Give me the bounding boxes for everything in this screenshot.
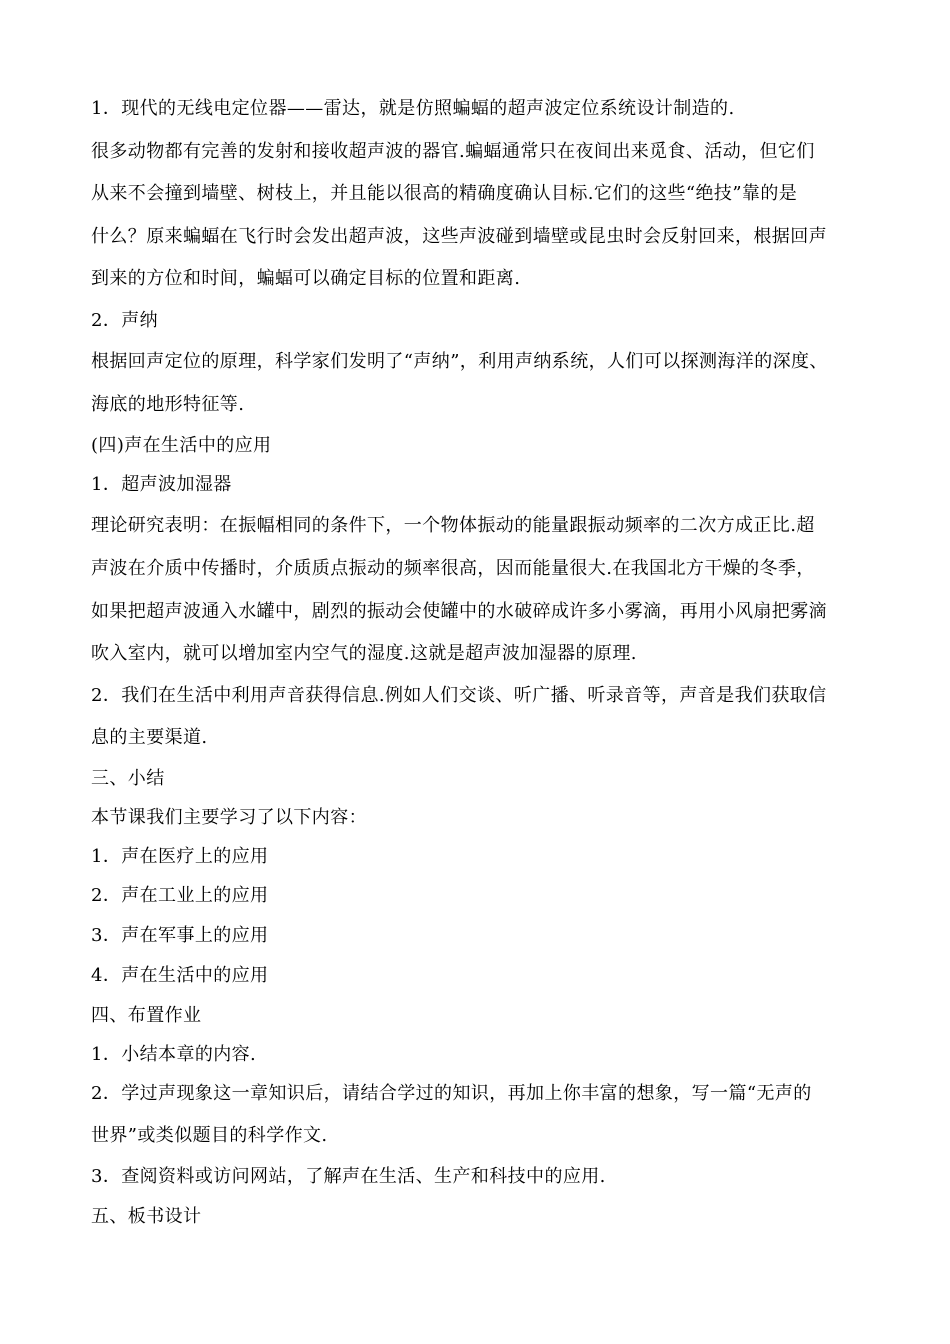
homework-item-2-continued: 世界”或类似题目的科学作文. [91, 1125, 328, 1146]
heading-homework: 四、布置作业 [91, 1005, 202, 1026]
summary-item-military: 3．声在军事上的应用 [91, 925, 269, 946]
summary-item-medical: 1．声在医疗上的应用 [91, 846, 269, 867]
homework-item-1: 1．小结本章的内容. [91, 1044, 257, 1065]
text-line-sonar-principle: 根据回声定位的原理，科学家们发明了“声纳”，利用声纳系统，人们可以探测海洋的深度、 [91, 351, 828, 372]
heading-blackboard-design: 五、板书设计 [91, 1206, 202, 1227]
heading-sonar: 2．声纳 [91, 310, 159, 331]
homework-item-2: 2．学过声现象这一章知识后，请结合学过的知识，再加上你丰富的想象，写一篇“无声的 [91, 1083, 812, 1104]
summary-item-daily-life: 4．声在生活中的应用 [91, 965, 269, 986]
text-line-bats-echo: 什么？原来蝙蝠在飞行时会发出超声波，这些声波碰到墙壁或昆虫时会反射回来，根据回声 [91, 226, 827, 247]
summary-item-industry: 2．声在工业上的应用 [91, 885, 269, 906]
text-line-bats-distance: 到来的方位和时间，蝙蝠可以确定目标的位置和距离. [91, 268, 521, 289]
text-line-main-channel: 息的主要渠道. [91, 727, 208, 748]
text-line-animals-ultrasound: 很多动物都有完善的发射和接收超声波的器官.蝙蝠通常只在夜间出来觅食、活动，但它们 [91, 141, 815, 162]
text-line-information: 2．我们在生活中利用声音获得信息.例如人们交谈、听广播、听录音等，声音是我们获取信 [91, 685, 827, 706]
heading-daily-life-applications: (四)声在生活中的应用 [91, 435, 272, 456]
text-line-humidity: 吹入室内，就可以增加室内空气的湿度.这就是超声波加湿器的原理. [91, 643, 637, 664]
homework-item-3: 3．查阅资料或访问网站，了解声在生活、生产和科技中的应用. [91, 1166, 606, 1187]
text-line-energy-frequency: 理论研究表明：在振幅相同的条件下，一个物体振动的能量跟振动频率的二次方成正比.超 [91, 515, 815, 536]
text-line-summary-intro: 本节课我们主要学习了以下内容： [91, 807, 367, 828]
text-line-medium-vibration: 声波在介质中传播时，介质质点振动的频率很高，因而能量很大.在我国北方干燥的冬季， [91, 558, 815, 579]
text-line-water-droplets: 如果把超声波通入水罐中，剧烈的振动会使罐中的水破碎成许多小雾滴，再用小风扇把雾滴 [91, 601, 827, 622]
heading-humidifier: 1．超声波加湿器 [91, 474, 232, 495]
text-line-seabed: 海底的地形特征等. [91, 394, 245, 415]
heading-summary: 三、小结 [91, 768, 165, 789]
text-line-bats-targets: 从来不会撞到墙壁、树枝上，并且能以很高的精确度确认目标.它们的这些“绝技”靠的是 [91, 183, 798, 204]
text-line-radar: 1．现代的无线电定位器——雷达，就是仿照蝙蝠的超声波定位系统设计制造的. [91, 98, 735, 119]
